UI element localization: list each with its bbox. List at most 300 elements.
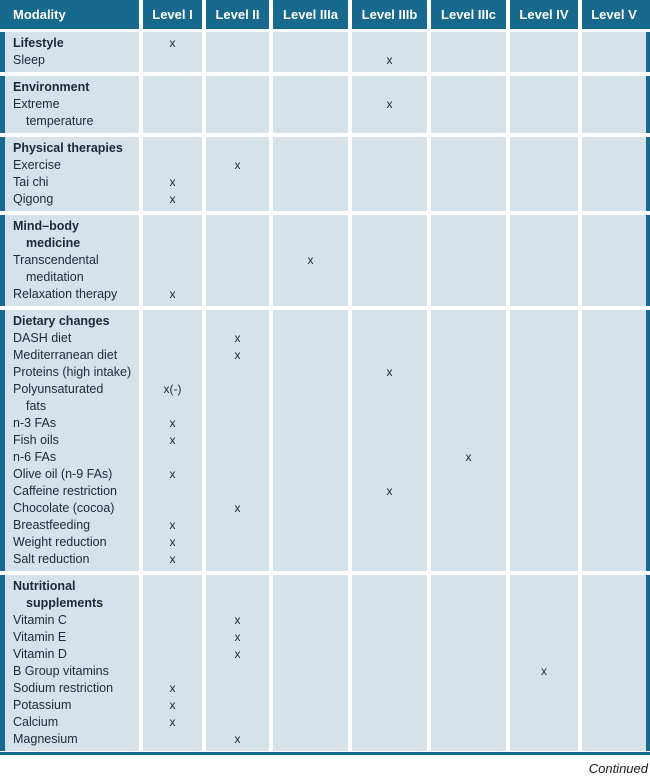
table-row (5, 646, 646, 663)
evidence-mark-cell (510, 364, 578, 381)
evidence-mark-cell (206, 517, 269, 534)
table-row (5, 449, 646, 466)
evidence-mark-cell (431, 286, 506, 306)
evidence-mark-cell (510, 731, 578, 751)
evidence-mark-cell (273, 286, 348, 306)
evidence-mark-cell (510, 551, 578, 571)
table-row (5, 52, 646, 72)
modality-cell: n-6 FAs (5, 449, 139, 466)
evidence-mark-cell (206, 466, 269, 483)
table-row (5, 174, 646, 191)
evidence-mark-cell (143, 483, 202, 500)
table-bottom-rule (0, 752, 650, 755)
evidence-mark-cell (510, 629, 578, 646)
table-section (0, 215, 650, 306)
evidence-mark-cell (206, 551, 269, 571)
evidence-mark-cell (206, 714, 269, 731)
evidence-mark-cell (510, 347, 578, 364)
modality-cell: Breastfeeding (5, 517, 139, 534)
evidence-mark-cell: x (143, 174, 202, 191)
evidence-mark-cell (206, 697, 269, 714)
modality-cell: Mediterranean diet (5, 347, 139, 364)
evidence-mark-cell (206, 310, 269, 330)
evidence-mark-cell (352, 157, 427, 174)
modality-cell: Vitamin C (5, 612, 139, 629)
evidence-mark-cell: x (352, 364, 427, 381)
evidence-mark-cell: x (143, 534, 202, 551)
modality-cell: Relaxation therapy (5, 286, 139, 306)
evidence-mark-cell (206, 286, 269, 306)
modality-cell: Weight reduction (5, 534, 139, 551)
evidence-mark-cell (510, 500, 578, 517)
evidence-mark-cell: x (352, 96, 427, 133)
evidence-mark-cell: x (206, 731, 269, 751)
evidence-mark-cell (273, 191, 348, 211)
table-row (5, 381, 646, 415)
modality-cell: Transcendental meditation (5, 252, 139, 286)
evidence-mark-cell (352, 629, 427, 646)
modality-cell: B Group vitamins (5, 663, 139, 680)
evidence-mark-cell (582, 629, 646, 646)
modality-cell: Magnesium (5, 731, 139, 751)
evidence-mark-cell (352, 500, 427, 517)
evidence-mark-cell (431, 96, 506, 133)
evidence-mark-cell (582, 215, 646, 252)
evidence-mark-cell (510, 174, 578, 191)
evidence-mark-cell (273, 347, 348, 364)
table-row (5, 76, 646, 96)
evidence-mark-cell (206, 432, 269, 449)
evidence-mark-cell (510, 432, 578, 449)
evidence-mark-cell (582, 252, 646, 286)
evidence-mark-cell (582, 381, 646, 415)
evidence-mark-cell (510, 483, 578, 500)
table-row (5, 286, 646, 306)
evidence-mark-cell (143, 310, 202, 330)
evidence-mark-cell (352, 612, 427, 629)
table-row (5, 347, 646, 364)
evidence-mark-cell (206, 449, 269, 466)
evidence-mark-cell (273, 663, 348, 680)
evidence-mark-cell: x (206, 347, 269, 364)
evidence-mark-cell (431, 415, 506, 432)
evidence-mark-cell (510, 466, 578, 483)
table-row (5, 215, 646, 252)
evidence-mark-cell (431, 612, 506, 629)
modality-cell: Proteins (high intake) (5, 364, 139, 381)
evidence-mark-cell (582, 449, 646, 466)
evidence-mark-cell (510, 680, 578, 697)
evidence-mark-cell (431, 137, 506, 157)
evidence-mark-cell (352, 466, 427, 483)
evidence-mark-cell (431, 731, 506, 751)
table-section (0, 310, 650, 571)
evidence-mark-cell (206, 96, 269, 133)
table-row (5, 137, 646, 157)
table-row (5, 483, 646, 500)
table-row (5, 415, 646, 432)
evidence-mark-cell (143, 215, 202, 252)
evidence-mark-cell (510, 330, 578, 347)
evidence-mark-cell (273, 483, 348, 500)
evidence-mark-cell (273, 137, 348, 157)
evidence-mark-cell (273, 32, 348, 52)
evidence-mark-cell (352, 449, 427, 466)
modality-cell: Dietary changes (5, 310, 139, 330)
evidence-mark-cell (352, 714, 427, 731)
table-row (5, 551, 646, 571)
evidence-mark-cell (273, 215, 348, 252)
evidence-mark-cell (582, 191, 646, 211)
table-row (5, 612, 646, 629)
modality-cell: Environment (5, 76, 139, 96)
evidence-mark-cell (582, 96, 646, 133)
evidence-mark-cell: x (143, 432, 202, 449)
evidence-mark-cell (510, 286, 578, 306)
evidence-mark-cell (352, 191, 427, 211)
evidence-mark-cell: x (352, 483, 427, 500)
table-section (0, 32, 650, 72)
evidence-mark-cell (273, 517, 348, 534)
evidence-mark-cell (582, 347, 646, 364)
evidence-mark-cell (431, 52, 506, 72)
evidence-mark-cell (582, 174, 646, 191)
evidence-mark-cell (143, 731, 202, 751)
modality-cell: Sleep (5, 52, 139, 72)
evidence-mark-cell (143, 663, 202, 680)
evidence-mark-cell (143, 646, 202, 663)
evidence-mark-cell (273, 575, 348, 612)
modality-cell: Qigong (5, 191, 139, 211)
evidence-mark-cell (273, 731, 348, 751)
evidence-mark-cell: x (510, 663, 578, 680)
evidence-mark-cell (143, 52, 202, 72)
evidence-mark-cell (206, 680, 269, 697)
evidence-mark-cell (206, 415, 269, 432)
evidence-mark-cell (352, 174, 427, 191)
evidence-mark-cell: x (206, 500, 269, 517)
table-row (5, 575, 646, 612)
evidence-mark-cell (143, 629, 202, 646)
evidence-mark-cell (206, 76, 269, 96)
evidence-mark-cell (431, 364, 506, 381)
evidence-mark-cell (352, 680, 427, 697)
table-row (5, 500, 646, 517)
evidence-mark-cell (431, 174, 506, 191)
modality-cell: Fish oils (5, 432, 139, 449)
evidence-mark-cell: x (143, 517, 202, 534)
table-row (5, 330, 646, 347)
evidence-mark-cell (582, 364, 646, 381)
evidence-mark-cell (582, 575, 646, 612)
evidence-mark-cell (273, 551, 348, 571)
evidence-mark-cell (143, 330, 202, 347)
evidence-mark-cell (582, 714, 646, 731)
evidence-mark-cell (352, 697, 427, 714)
modality-cell: Sodium restriction (5, 680, 139, 697)
table-row (5, 252, 646, 286)
modality-cell: Olive oil (n-9 FAs) (5, 466, 139, 483)
column-header-level-i: Level I (143, 0, 202, 29)
evidence-mark-cell: x (143, 415, 202, 432)
evidence-mark-cell (510, 575, 578, 612)
evidence-mark-cell: x (206, 612, 269, 629)
evidence-mark-cell (352, 432, 427, 449)
evidence-mark-cell (510, 32, 578, 52)
evidence-mark-cell (431, 483, 506, 500)
evidence-mark-cell (582, 500, 646, 517)
evidence-mark-cell (582, 551, 646, 571)
evidence-mark-cell: x (143, 714, 202, 731)
evidence-mark-cell (206, 215, 269, 252)
evidence-mark-cell (273, 697, 348, 714)
modality-cell: Mind–body medicine (5, 215, 139, 252)
evidence-mark-cell (352, 32, 427, 52)
evidence-mark-cell (352, 347, 427, 364)
evidence-mark-cell (206, 381, 269, 415)
column-header-level-v: Level V (582, 0, 646, 29)
table-row (5, 432, 646, 449)
column-header-level-iv: Level IV (510, 0, 578, 29)
evidence-mark-cell (510, 157, 578, 174)
modality-cell: Potassium (5, 697, 139, 714)
evidence-mark-cell (273, 680, 348, 697)
evidence-mark-cell (352, 381, 427, 415)
evidence-mark-cell (352, 286, 427, 306)
evidence-mark-cell (352, 534, 427, 551)
evidence-mark-cell (582, 415, 646, 432)
modality-cell: Vitamin D (5, 646, 139, 663)
evidence-mark-cell (143, 137, 202, 157)
evidence-mark-cell (431, 646, 506, 663)
evidence-mark-cell: x (431, 449, 506, 466)
table-row (5, 157, 646, 174)
evidence-mark-cell (431, 629, 506, 646)
evidence-mark-cell (582, 432, 646, 449)
evidence-mark-cell (206, 32, 269, 52)
evidence-mark-cell (143, 612, 202, 629)
evidence-mark-cell (273, 534, 348, 551)
evidence-mark-cell (273, 76, 348, 96)
evidence-mark-cell (352, 646, 427, 663)
evidence-mark-cell (206, 483, 269, 500)
modality-cell: Chocolate (cocoa) (5, 500, 139, 517)
evidence-mark-cell (510, 697, 578, 714)
table-row (5, 96, 646, 133)
table-row (5, 364, 646, 381)
modality-cell: Tai chi (5, 174, 139, 191)
evidence-mark-cell: x (352, 52, 427, 72)
evidence-mark-cell (352, 731, 427, 751)
evidence-mark-cell (143, 575, 202, 612)
evidence-mark-cell (431, 432, 506, 449)
evidence-mark-cell: x(-) (143, 381, 202, 415)
evidence-mark-cell (273, 500, 348, 517)
evidence-mark-cell: x (273, 252, 348, 286)
evidence-mark-cell (431, 697, 506, 714)
table-row (5, 466, 646, 483)
evidence-mark-cell (273, 381, 348, 415)
evidence-mark-cell: x (206, 629, 269, 646)
modality-cell: Exercise (5, 157, 139, 174)
evidence-mark-cell (206, 252, 269, 286)
evidence-mark-cell (582, 697, 646, 714)
evidence-mark-cell: x (143, 466, 202, 483)
evidence-mark-cell (273, 466, 348, 483)
evidence-mark-cell (510, 96, 578, 133)
table-body (0, 32, 650, 751)
evidence-mark-cell (510, 612, 578, 629)
table-row (5, 191, 646, 211)
column-header-level-iiic: Level IIIc (431, 0, 506, 29)
evidence-mark-cell (510, 646, 578, 663)
evidence-mark-cell (273, 612, 348, 629)
evidence-mark-cell (510, 517, 578, 534)
evidence-mark-cell (143, 96, 202, 133)
evidence-mark-cell: x (206, 157, 269, 174)
evidence-mark-cell (352, 330, 427, 347)
evidence-mark-cell (582, 680, 646, 697)
evidence-mark-cell (273, 629, 348, 646)
evidence-mark-cell (431, 663, 506, 680)
evidence-mark-cell (582, 517, 646, 534)
evidence-mark-cell: x (143, 680, 202, 697)
evidence-mark-cell (510, 310, 578, 330)
evidence-mark-cell (582, 32, 646, 52)
evidence-mark-cell (431, 310, 506, 330)
evidence-mark-cell (582, 646, 646, 663)
evidence-mark-cell (431, 551, 506, 571)
modality-cell: Salt reduction (5, 551, 139, 571)
evidence-mark-cell: x (143, 286, 202, 306)
evidence-mark-cell (206, 137, 269, 157)
evidence-mark-cell (510, 714, 578, 731)
evidence-mark-cell (273, 415, 348, 432)
modality-cell: Calcium (5, 714, 139, 731)
evidence-mark-cell: x (143, 191, 202, 211)
evidence-mark-cell (582, 612, 646, 629)
evidence-mark-cell (273, 449, 348, 466)
evidence-mark-cell (582, 310, 646, 330)
table-row (5, 534, 646, 551)
column-header-level-iiia: Level IIIa (273, 0, 348, 29)
evidence-mark-cell (273, 157, 348, 174)
evidence-mark-cell (582, 466, 646, 483)
table-row (5, 663, 646, 680)
table-row (5, 32, 646, 52)
evidence-mark-cell (582, 52, 646, 72)
evidence-mark-cell (431, 76, 506, 96)
column-header-level-ii: Level II (206, 0, 269, 29)
evidence-mark-cell (582, 663, 646, 680)
evidence-mark-cell (510, 534, 578, 551)
evidence-mark-cell (352, 517, 427, 534)
evidence-mark-cell (582, 483, 646, 500)
evidence-mark-cell (431, 215, 506, 252)
evidence-mark-cell (206, 534, 269, 551)
evidence-mark-cell (352, 310, 427, 330)
evidence-mark-cell (273, 52, 348, 72)
evidence-mark-cell (206, 364, 269, 381)
evidence-mark-cell (431, 466, 506, 483)
table-section (0, 76, 650, 133)
evidence-mark-cell (431, 330, 506, 347)
evidence-mark-cell (143, 76, 202, 96)
evidence-mark-cell (352, 252, 427, 286)
evidence-mark-cell (510, 449, 578, 466)
evidence-mark-cell (582, 534, 646, 551)
evidence-mark-cell (143, 500, 202, 517)
evidence-mark-cell (273, 330, 348, 347)
evidence-mark-cell (431, 32, 506, 52)
evidence-mark-cell (582, 731, 646, 751)
evidence-mark-cell (431, 517, 506, 534)
continued-note: Continued (588, 761, 648, 776)
evidence-mark-cell (143, 252, 202, 286)
evidence-mark-cell (510, 252, 578, 286)
evidence-mark-cell (510, 137, 578, 157)
evidence-mark-cell (510, 381, 578, 415)
evidence-mark-cell (582, 157, 646, 174)
table-row (5, 629, 646, 646)
evidence-mark-cell (510, 191, 578, 211)
evidence-mark-cell (206, 191, 269, 211)
modality-cell: Extreme temperature (5, 96, 139, 133)
table-row (5, 310, 646, 330)
evidence-mark-cell (431, 534, 506, 551)
evidence-mark-cell (352, 215, 427, 252)
evidence-mark-cell (206, 52, 269, 72)
evidence-mark-cell (431, 680, 506, 697)
evidence-mark-cell (143, 364, 202, 381)
evidence-mark-cell (431, 252, 506, 286)
evidence-mark-cell (510, 415, 578, 432)
table-section (0, 137, 650, 211)
column-header-level-iiib: Level IIIb (352, 0, 427, 29)
modality-cell: n-3 FAs (5, 415, 139, 432)
evidence-mark-cell (431, 381, 506, 415)
evidence-mark-cell: x (206, 646, 269, 663)
evidence-mark-cell (431, 157, 506, 174)
evidence-mark-cell: x (143, 697, 202, 714)
evidence-mark-cell (582, 137, 646, 157)
table-row (5, 697, 646, 714)
table-row (5, 731, 646, 751)
evidence-mark-cell (431, 500, 506, 517)
table-row (5, 517, 646, 534)
evidence-mark-cell (431, 714, 506, 731)
evidence-mark-cell (582, 330, 646, 347)
evidence-mark-cell (273, 174, 348, 191)
modality-cell: Caffeine restriction (5, 483, 139, 500)
evidence-mark-cell (352, 551, 427, 571)
evidence-mark-cell (352, 137, 427, 157)
table-section (0, 575, 650, 751)
evidence-mark-cell (582, 76, 646, 96)
evidence-mark-cell (143, 449, 202, 466)
evidence-mark-cell (273, 646, 348, 663)
evidence-mark-cell (431, 191, 506, 211)
evidence-mark-cell (431, 347, 506, 364)
table-row (5, 680, 646, 697)
evidence-mark-cell (273, 714, 348, 731)
evidence-mark-cell (206, 174, 269, 191)
modality-cell: Nutritional supplements (5, 575, 139, 612)
evidence-mark-cell (273, 310, 348, 330)
evidence-mark-cell (431, 575, 506, 612)
evidence-mark-cell (206, 575, 269, 612)
evidence-mark-cell (206, 663, 269, 680)
